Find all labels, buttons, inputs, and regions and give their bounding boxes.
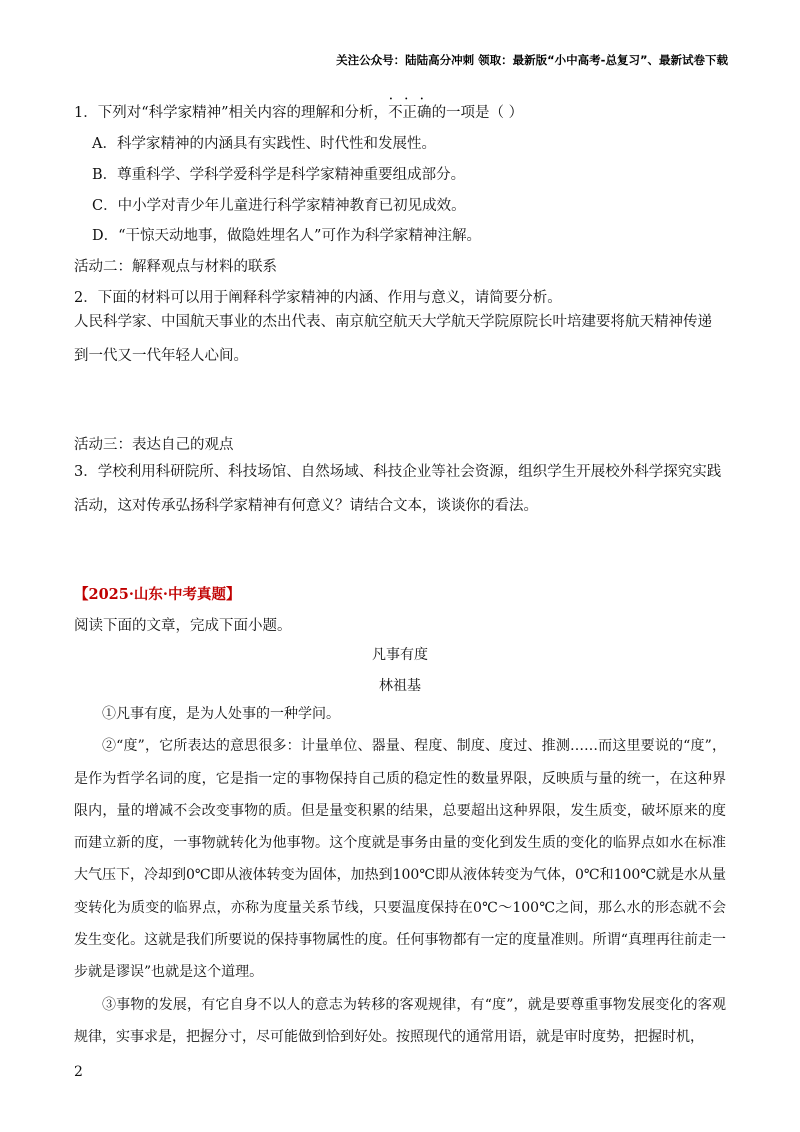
q1-option-c: C．中小学对青少年儿童进行科学家精神教育已初见成效。 [92,198,466,214]
essay-body [74,698,726,1053]
q1-stem-prefix: 1．下列对“科学家精神”相关内容的理解和分析， [74,105,389,121]
essay-paragraph-2: ②“度”，它所表达的意思很多：计量单位、器量、程度、制度、度过、推测……而这里要说的“度”，是作为哲学名词的度，它是指一定的事物保持自己质的稳定性的数量界限，反映质与量的统一，在这种界限内，量的增减不会改变事物的质。但是量变积累的结果，总要超出这种界限，发生质变，破坏原来的度而建立新的度，一事物就转化为他事物。这个度就是事务由量的变化到发生质的变化的临界点如水在标准大气压下，冷却到0℃即从液体转变为固体，加热到100℃即从液体转变为气体，0℃和100℃就是水从量变转化为质变的临界点，亦称为度量关系节线，只要温度保持在0℃～100℃之间，那么水的形态就不会发生变化。这就是我们所要说的保持事物属性的度。任何事物都有一定的度量准则。所谓“真理再往前走一步就是谬误”也就是这个道理。 [74,738,726,981]
essay-title: 凡事有度 [372,647,428,663]
q1-option-b: B．尊重科学、学科学爱科学是科学家精神重要组成部分。 [92,167,466,183]
q1-option-a: A．科学家精神的内涵具有实践性、时代性和发展性。 [92,136,436,152]
essay-paragraph-1: ①凡事有度，是为人处事的一种学问。 [102,706,340,722]
page-number: 2 [74,1064,83,1080]
essay-paragraph-3: ③事物的发展，有它自身不以人的意志为转移的客观规律，有“度”，就是要尊重事物发展变化的客观规律，实事求是，把握分寸，尽可能做到恰到好处。按照现代的通常用语，就是审时度势，把握时机， [74,996,726,1045]
question-1-stem [74,101,523,122]
source-tag: 【2025·山东·中考真题】 [74,586,241,603]
q1-stem-suffix: 的一项是（ ） [431,105,524,121]
question-2-material: 人民科学家、中国航天事业的杰出代表、南京航空航天大学航天学院原院长叶培建要将航天精神传递到一代又一代年轻人心间。 [74,314,712,364]
activity-3-heading: 活动三：表达自己的观点 [74,437,234,453]
activity-2-heading: 活动二：解释观点与材料的联系 [74,259,277,275]
question-3: 3．学校利用科研院所、科技场馆、自然场域、科技企业等社会资源，组织学生开展校外科学探究实践活动，这对传承弘扬科学家精神有何意义？请结合文本，谈谈你的看法。 [74,464,722,514]
q1-emphasis: • • • 不正确 [388,105,432,121]
reading-instruction: 阅读下面的文章，完成下面小题。 [74,618,292,634]
page-header: 关注公众号：陆陆高分冲刺 领取：最新版“小中高考-总复习”、最新试卷下载 [336,53,728,67]
q1-option-d: D．“干惊天动地事，做隐姓埋名人”可作为科学家精神注解。 [92,228,481,244]
essay-author: 林祖基 [379,678,421,694]
question-2: 2．下面的材料可以用于阐释科学家精神的内涵、作用与意义，请简要分析。 [74,290,562,306]
